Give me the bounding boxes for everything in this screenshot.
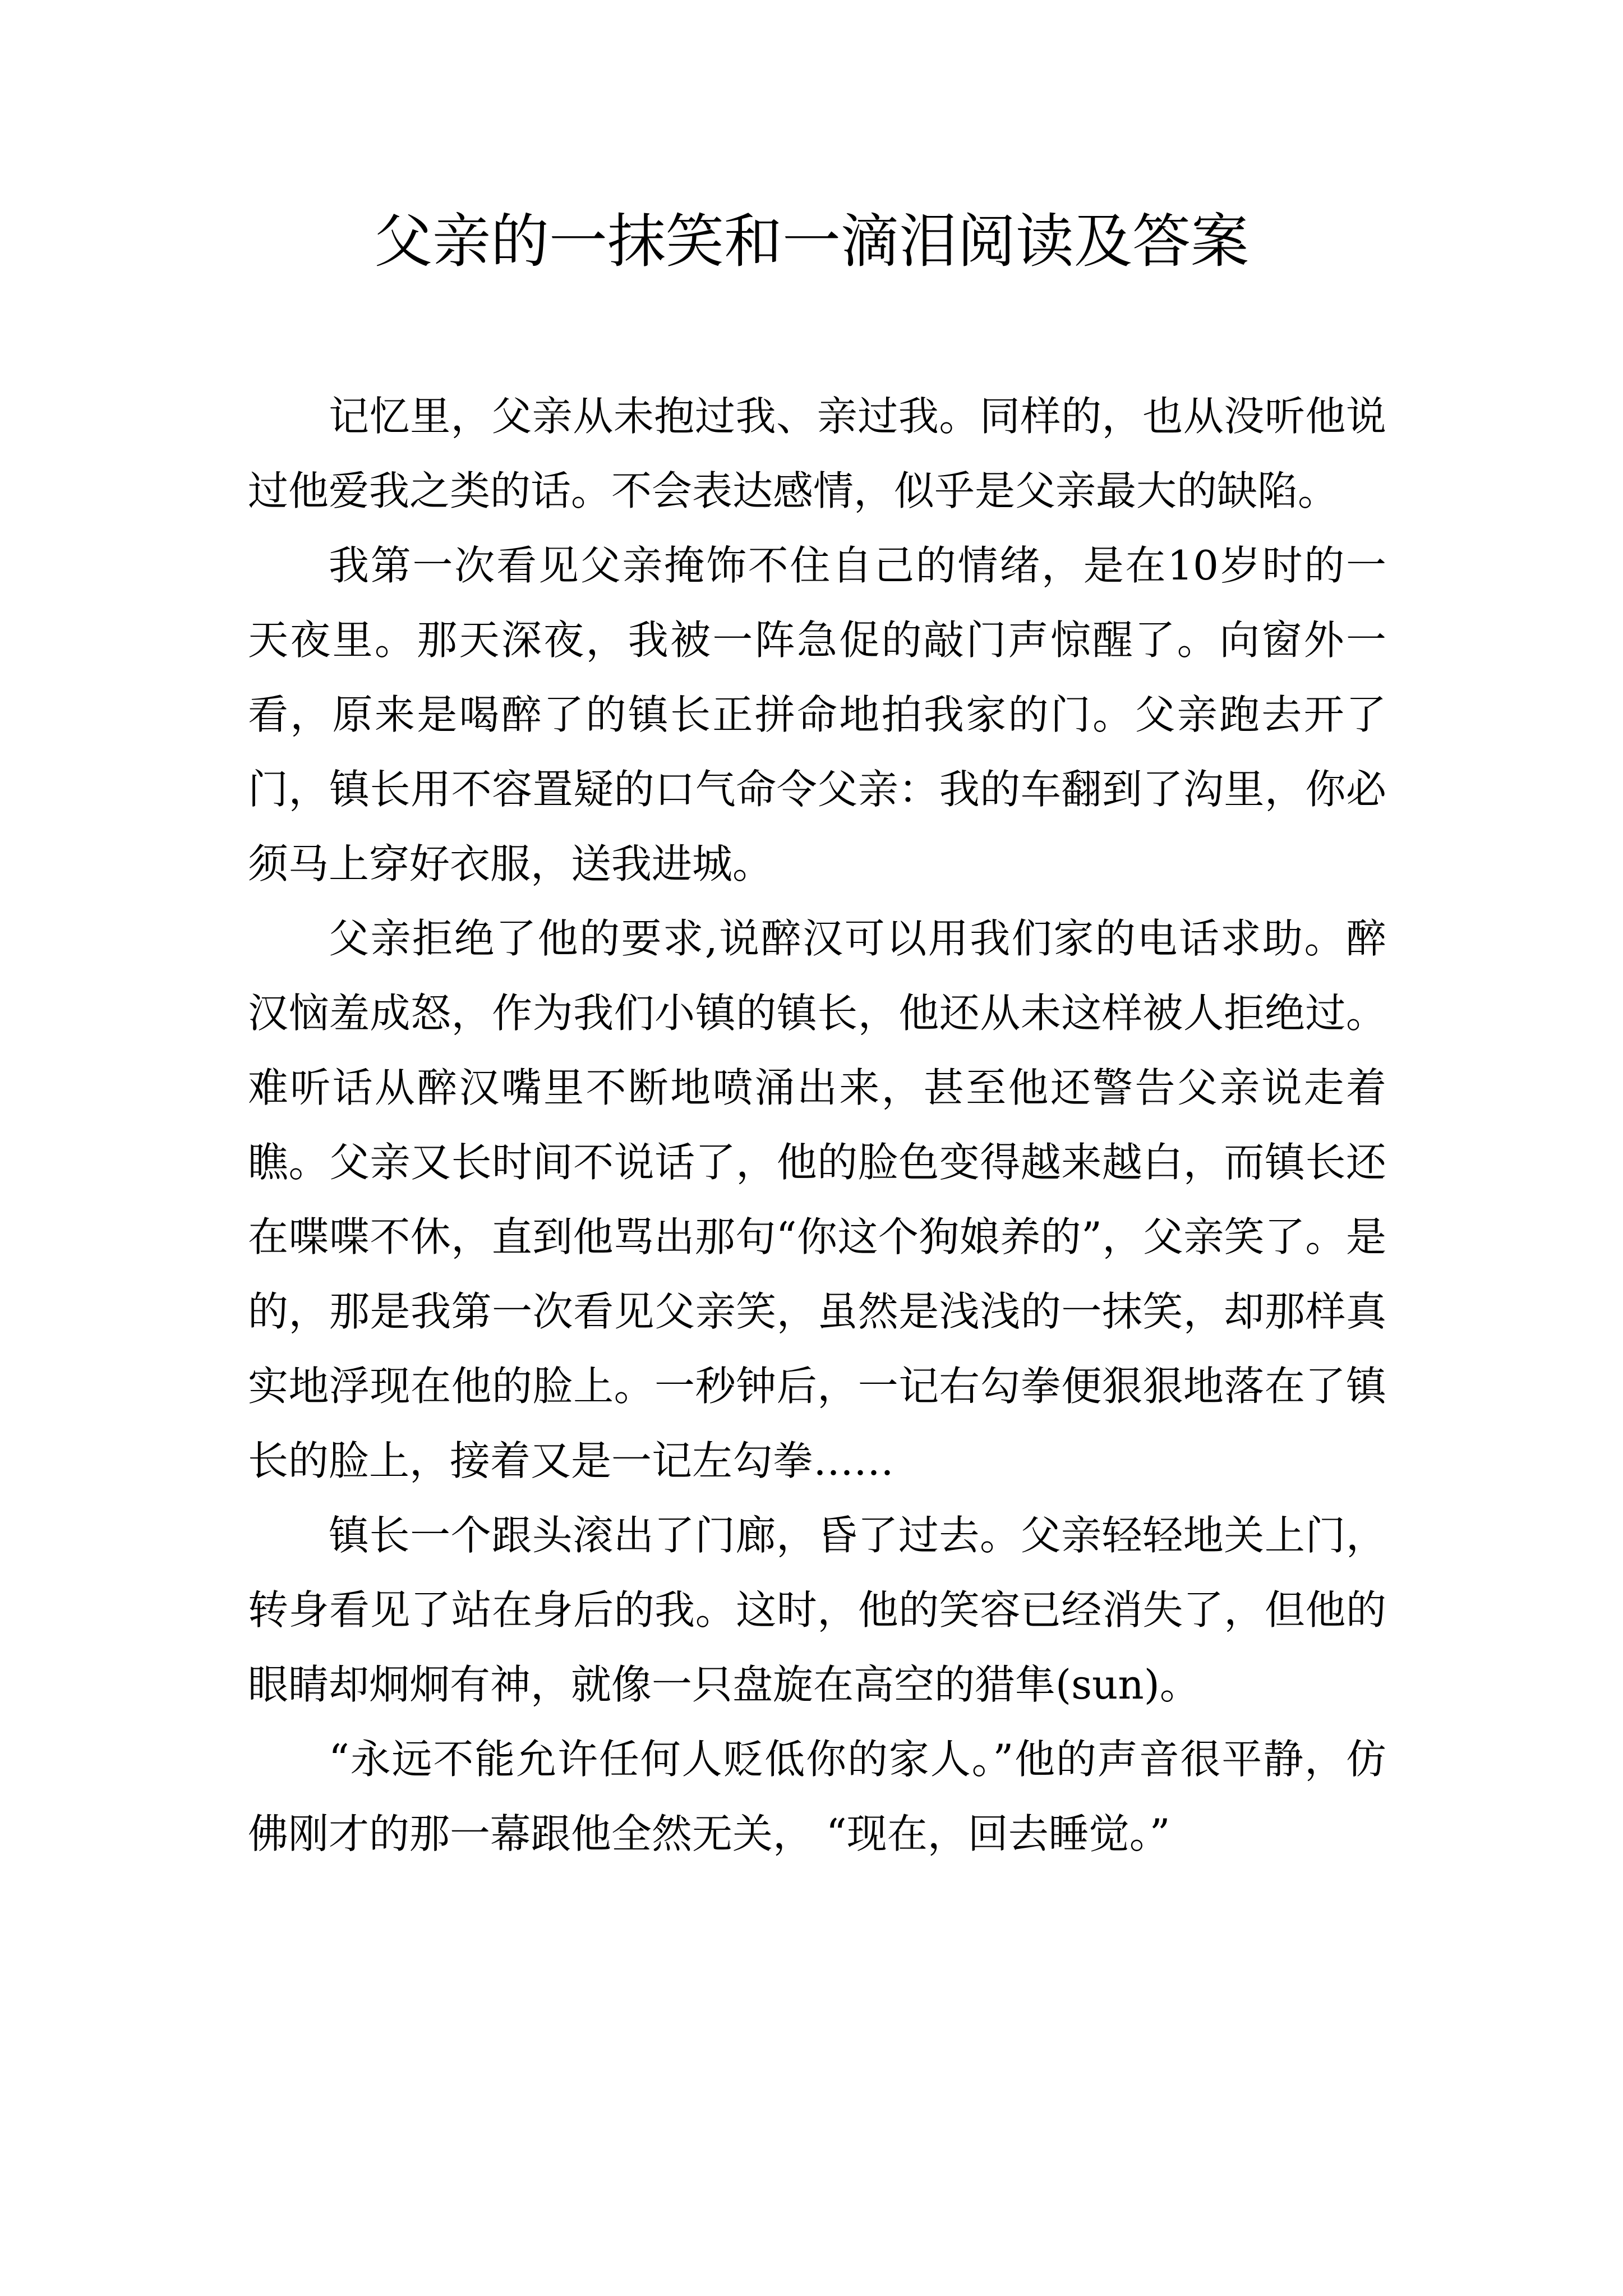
paragraph-4: 镇长一个跟头滚出了门廊，昏了过去。父亲轻轻地关上门，转身看见了站在身后的我。这时，他的笑容已经消失了，但他的眼睛却炯炯有神，就像一只盘旋在高空的猎隼(sun)。 <box>248 1512 1386 1708</box>
paragraph-3: 父亲拒绝了他的要求,说醉汉可以用我们家的电话求助。醉汉恼羞成怒，作为我们小镇的镇长，他还从未这样被人拒绝过。难听话从醉汉嘴里不断地喷涌出来，甚至他还警告父亲说走着瞧。父亲又长时间不说话了，他的脸色变得越来越白，而镇长还在喋喋不休，直到他骂出那句“你这个狗娘养的”，父亲笑了。是的，那是我第一次看见父亲笑，虽然是浅浅的一抹笑，却那样真实地浮现在他的脸上。一秒钟后，一记右勾拳便狠狠地落在了镇长的脸上，接着又是一记左勾拳…… <box>248 915 1386 1484</box>
paragraph-2: 我第一次看见父亲掩饰不住自己的情绪，是在10岁时的一天夜里。那天深夜，我被一阵急促的敲门声惊醒了。向窗外一看，原来是喝醉了的镇长正拼命地拍我家的门。父亲跑去开了门，镇长用不容置疑的口气命令父亲：我的车翻到了沟里，你必须马上穿好衣服，送我进城。 <box>248 542 1386 887</box>
document-title: 父亲的一抹笑和一滴泪阅读及答案 <box>374 207 1249 275</box>
paragraph-1: 记忆里，父亲从未抱过我、亲过我。同样的，也从没听他说过他爱我之类的话。不会表达感情，似乎是父亲最大的缺陷。 <box>248 393 1386 514</box>
article-body <box>248 379 1386 1871</box>
paragraph-5: “永远不能允许任何人贬低你的家人。”他的声音很平静，仿佛刚才的那一幕跟他全然无关， “现在，回去睡觉。” <box>248 1736 1386 1857</box>
